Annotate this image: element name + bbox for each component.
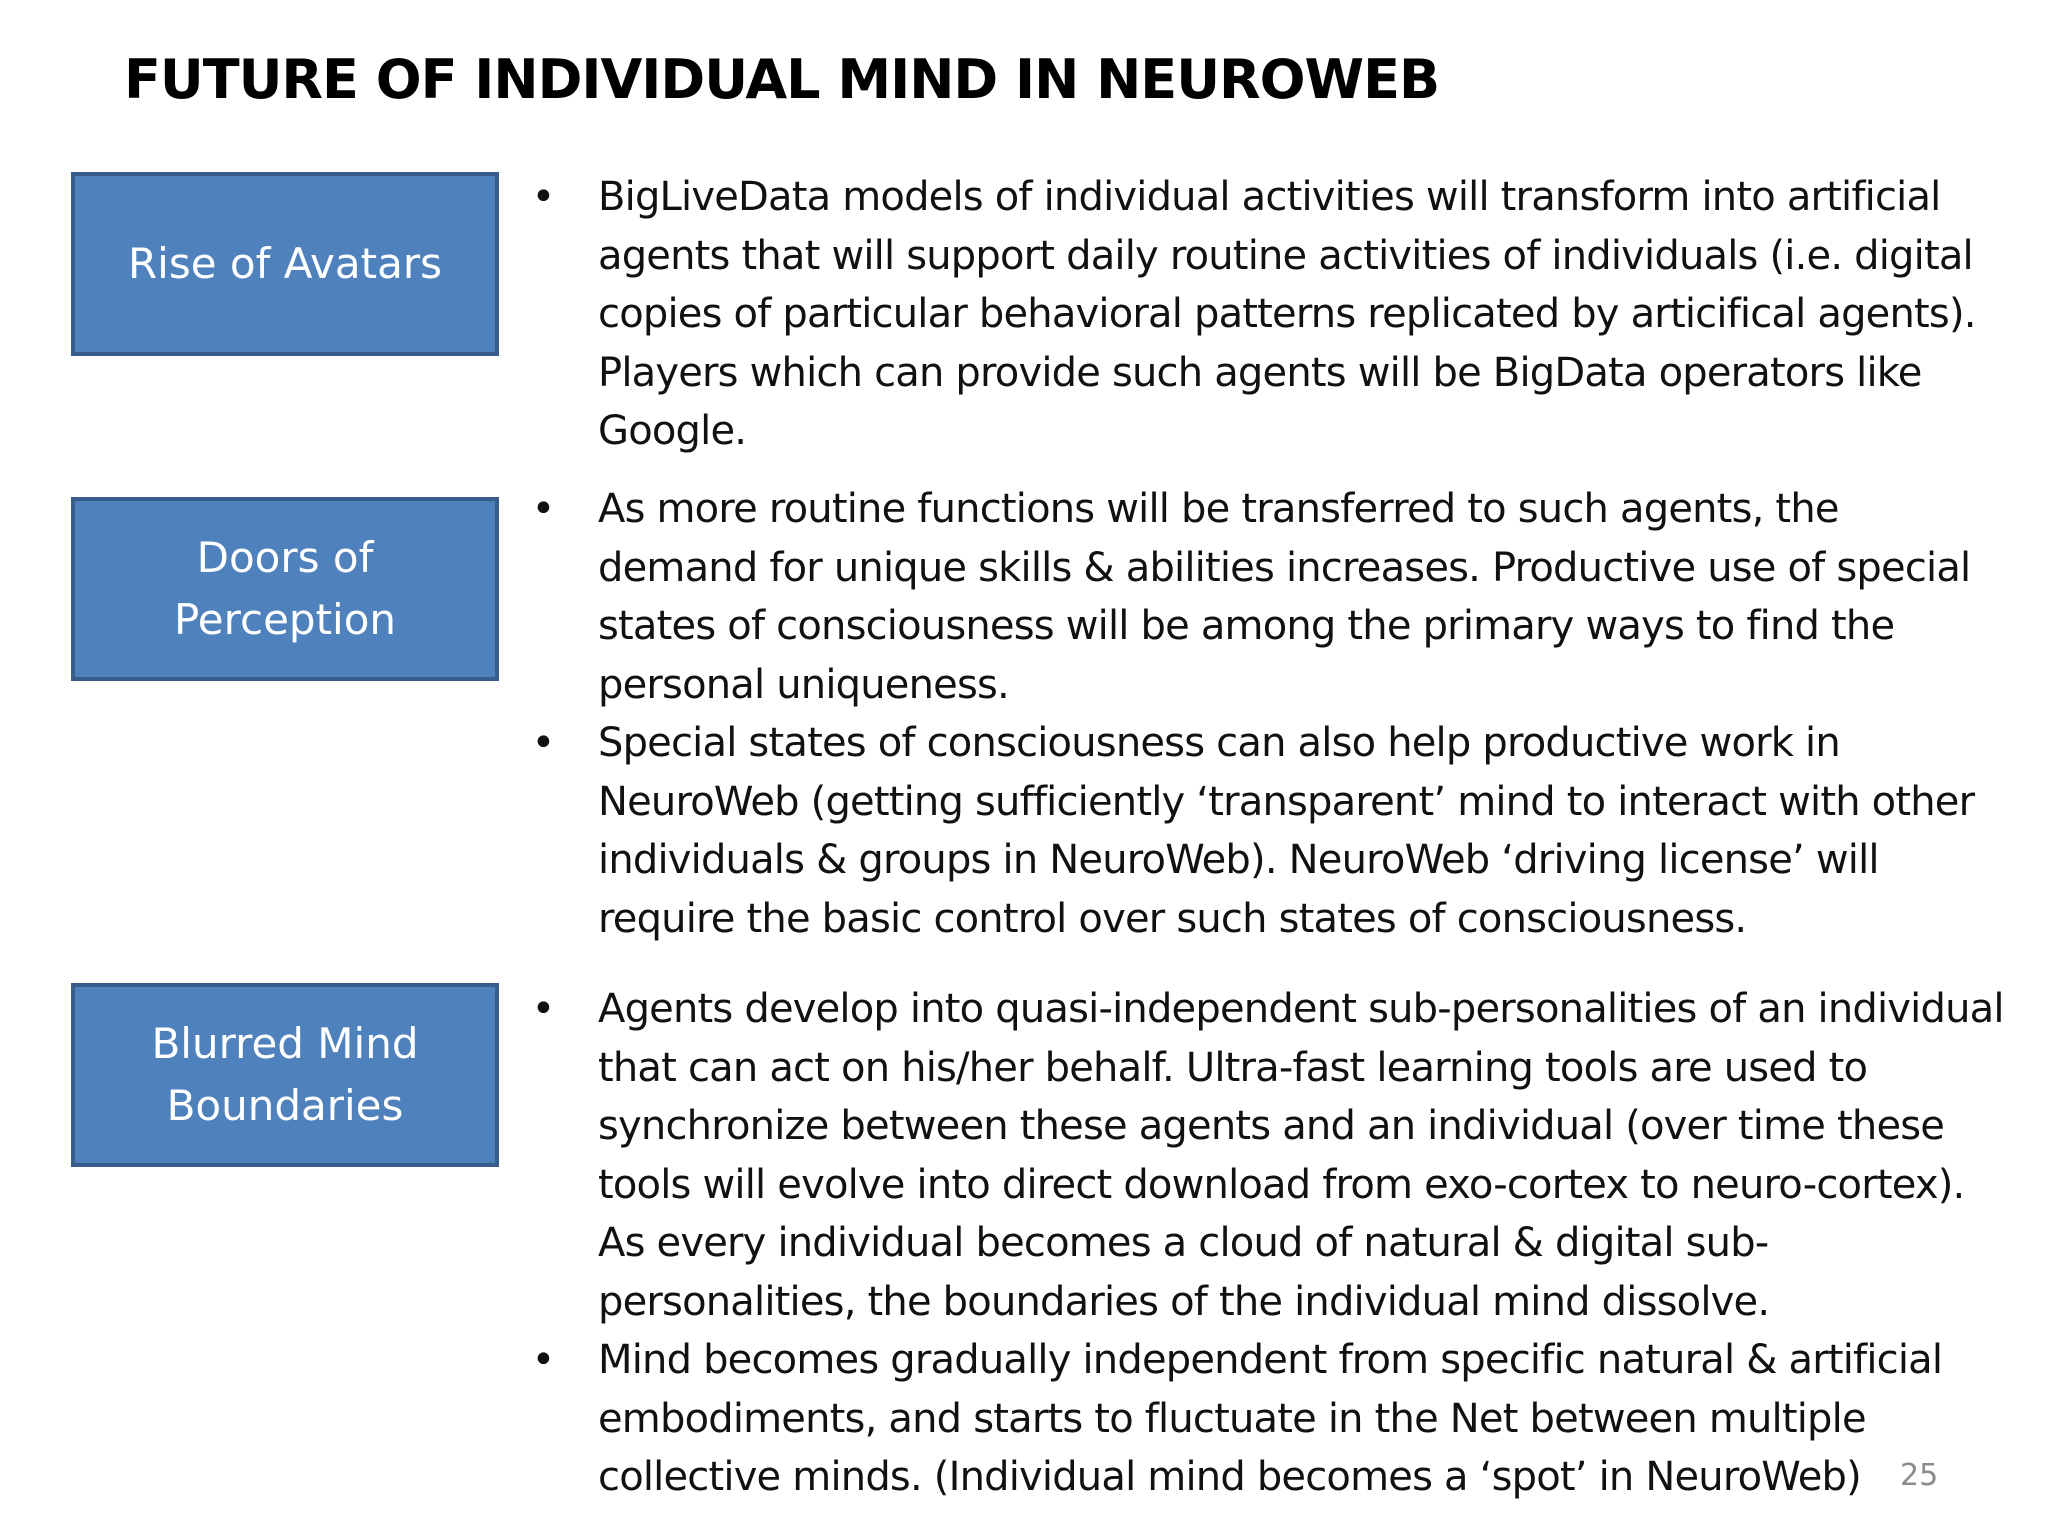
bullet-list-doors-of-perception	[528, 480, 2008, 948]
bullet-item	[528, 168, 2008, 461]
bullet-item	[528, 714, 2008, 948]
bullet-item	[528, 480, 2008, 714]
section-label-blurred-mind-boundaries	[71, 983, 499, 1167]
bullet-text: As more routine functions will be transferred to such agents, the demand for unique skills & abilities increases. Productive use of special states of consciousness will be among the primary ways to find the personal uniqueness.	[598, 486, 1971, 708]
bullet-text: Mind becomes gradually independent from specific natural & artificial embodiments, and starts to fluctuate in the Net between multiple collective minds. (Individual mind becomes a ‘spot’ in NeuroWeb)	[598, 1337, 1943, 1500]
section-label-doors-of-perception	[71, 497, 499, 681]
bullet-item	[528, 1331, 2008, 1507]
bullet-text: Agents develop into quasi-independent sub-personalities of an individual that can act on his/her behalf. Ultra-fast learning tools are used to synchronize between these agents and an individual (over time these tools will evolve into direct download from exo-cortex to neuro-cortex). As every individual becomes a cloud of natural & digital sub-personalities, the boundaries of the individual mind dissolve.	[598, 986, 2004, 1325]
bullet-text: Special states of consciousness can also help productive work in NeuroWeb (getting sufficiently ‘transparent’ mind to interact with other individuals & groups in NeuroWeb). NeuroWeb ‘driving license’ will require the basic control over such states of consciousness.	[598, 720, 1975, 942]
section-label-text: Doors of Perception	[173, 533, 397, 644]
slide-title: FUTURE OF INDIVIDUAL MIND IN NEUROWEB	[124, 48, 1440, 111]
bullet-icon: •	[531, 720, 555, 766]
bullet-icon: •	[531, 986, 555, 1032]
section-label-rise-of-avatars	[71, 172, 499, 356]
bullet-icon: •	[531, 1337, 555, 1383]
bullet-list-blurred-mind-boundaries	[528, 980, 2008, 1507]
bullet-item	[528, 980, 2008, 1331]
bullet-icon: •	[531, 174, 555, 220]
section-label-text: Blurred Mind Boundaries	[151, 1019, 419, 1130]
bullet-icon: •	[531, 486, 555, 532]
bullet-text: BigLiveData models of individual activities will transform into artificial agents that will support daily routine activities of individuals (i.e. digital copies of particular behavioral patterns replicated by articifical agents). Players which can provide such agents will be BigData operators like Google.	[598, 174, 1976, 454]
slide-number: 25	[1900, 1458, 1939, 1493]
bullet-list-rise-of-avatars	[528, 168, 2008, 461]
section-label-text: Rise of Avatars	[128, 239, 442, 288]
